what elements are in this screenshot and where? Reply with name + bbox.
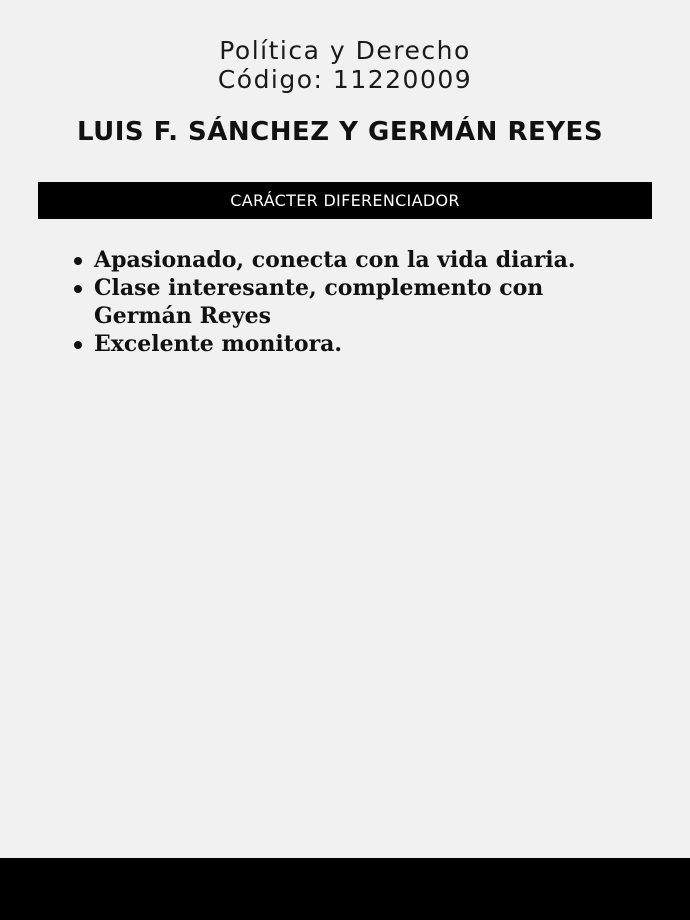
course-header xyxy=(0,36,690,94)
comment-text: Excelente monitora. xyxy=(94,331,343,357)
course-name: Política y Derecho xyxy=(219,36,471,65)
footer-bar xyxy=(0,858,690,920)
comments-list xyxy=(74,246,634,358)
comment-text: Clase interesante, complemento con Germán Reyes xyxy=(94,275,544,329)
section-title: CARÁCTER DIFERENCIADOR xyxy=(230,191,460,210)
bullet-icon xyxy=(74,341,82,349)
section-header-bar xyxy=(38,182,652,219)
comment-text: Apasionado, conecta con la vida diaria. xyxy=(94,247,576,273)
bullet-icon xyxy=(74,257,82,265)
list-item xyxy=(74,330,634,358)
list-item xyxy=(74,274,634,330)
bullet-icon xyxy=(74,285,82,293)
instructors-title: LUIS F. SÁNCHEZ Y GERMÁN REYES xyxy=(76,117,604,147)
course-code: Código: 11220009 xyxy=(217,65,473,94)
list-item xyxy=(74,246,634,274)
